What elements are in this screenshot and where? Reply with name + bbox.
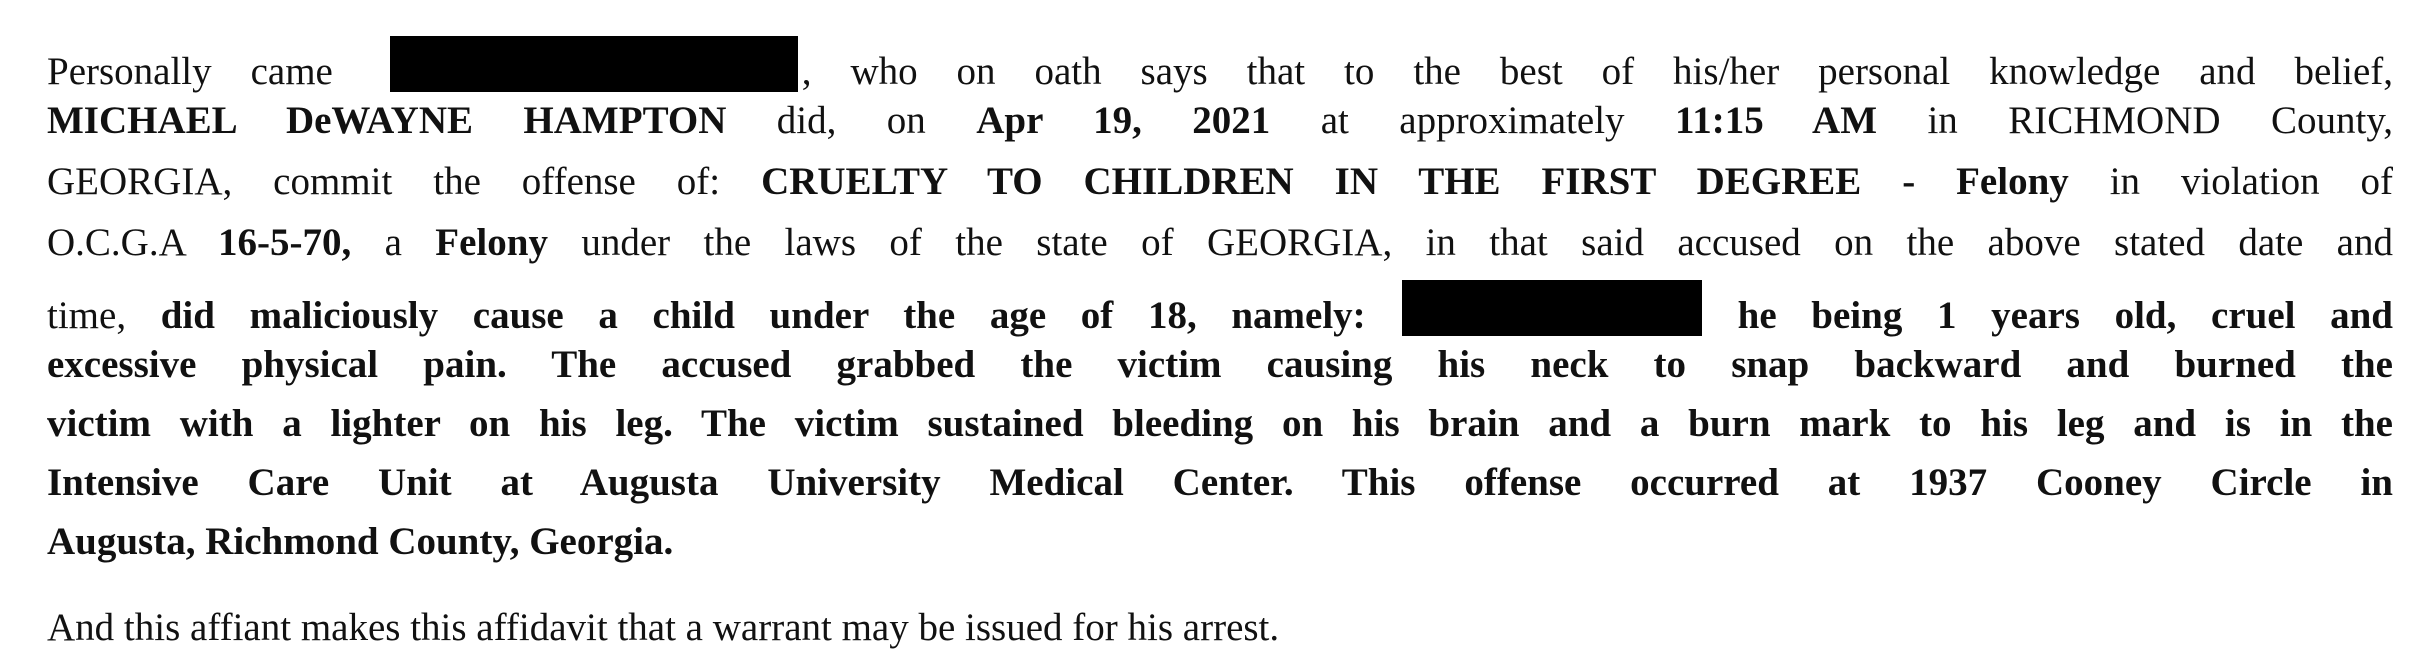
county-text: in RICHMOND County, [1927, 99, 2394, 142]
offense-time: 11:15 AM [1674, 99, 1878, 142]
offense-name: CRUELTY TO CHILDREN IN THE FIRST DEGREE - Felony [761, 160, 2069, 203]
code-section: 16-5-70, [217, 221, 352, 264]
affidavit-line-1 [47, 36, 2393, 96]
did-on-text: did, on [776, 99, 926, 142]
affidavit-line-4 [47, 219, 2393, 267]
state-commit-text: GEORGIA, commit the offense of: [47, 160, 721, 203]
accused-name: MICHAEL DeWAYNE HAMPTON [47, 99, 727, 142]
affiant-intro-text: Personally came [47, 50, 333, 93]
narrative-line-1: excessive physical pain. The accused grabbed the victim causing his neck to snap backward and burned the [47, 343, 2393, 386]
narrative-line-4: Augusta, Richmond County, Georgia. [47, 520, 674, 563]
warrant-request-text: And this affiant makes this affidavit that a warrant may be issued for his arrest. [47, 606, 1280, 649]
narrative-line-2: victim with a lighter on his leg. The victim sustained bleeding on his brain and a burn mark to his leg and is in the [47, 402, 2393, 445]
code-prefix-text: O.C.G.A [47, 221, 185, 264]
time-text: time, [47, 294, 127, 337]
article-a-text: a [384, 221, 402, 264]
approximately-text: at approximately [1320, 99, 1625, 142]
affidavit-line-3 [47, 158, 2393, 206]
narrative-line-3: Intensive Care Unit at Augusta University Medical Center. This offense occurred at 1937 Cooney Circle in [47, 461, 2393, 504]
affidavit-line-6 [47, 341, 2393, 389]
offense-date: Apr 19, 2021 [976, 99, 1271, 142]
affidavit-line-9 [47, 518, 2393, 566]
affidavit-line-5 [47, 280, 2393, 340]
felony-text: Felony [435, 221, 548, 264]
affidavit-line-7 [47, 400, 2393, 448]
redacted-affiant-name [390, 36, 798, 92]
affidavit-line-2 [47, 97, 2393, 145]
victim-age-text: he being 1 years old, cruel and [1737, 294, 2393, 337]
laws-text: under the laws of the state of GEORGIA, in that said accused on the above stated date and [581, 221, 2393, 264]
redacted-victim-name [1402, 280, 1702, 336]
affidavit-line-8 [47, 459, 2393, 507]
in-violation-text: in violation of [2109, 160, 2394, 203]
oath-statement-text: , who on oath says that to the best of his/her personal knowledge and belief, [801, 50, 2393, 93]
malicious-cause-text: did maliciously cause a child under the age of 18, namely: [160, 294, 1366, 337]
